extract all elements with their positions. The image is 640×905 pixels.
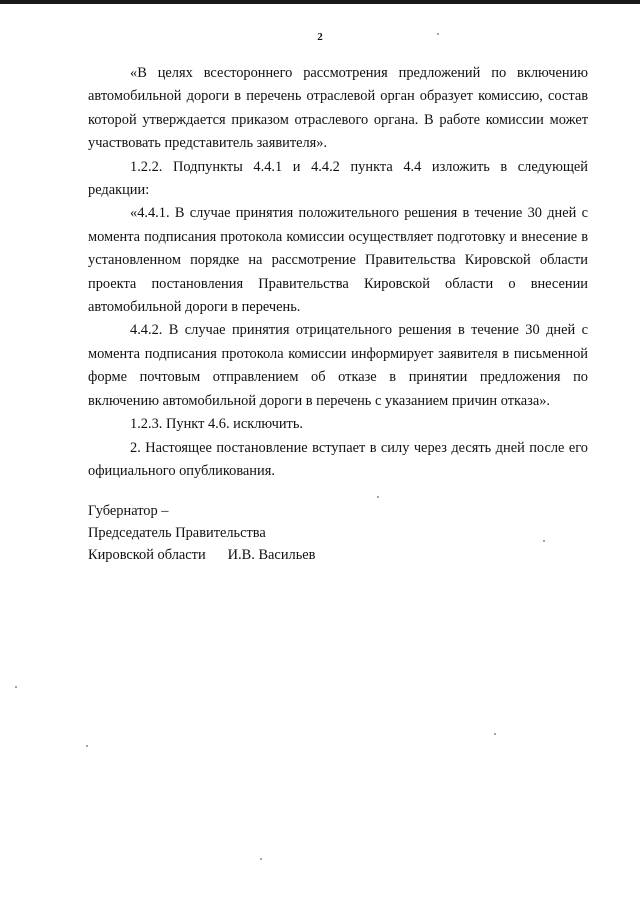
page-number: 2	[317, 31, 323, 43]
scan-speck	[377, 496, 379, 498]
paragraph-commission: «В целях всестороннего рассмотрения предложений по включению автомобильной дороги в перечень отраслевой орган образует комиссию, состав которой утверждается приказом отраслевого органа. В работе комиссии может участвовать представитель заявителя».	[88, 65, 588, 152]
signatory-region: Кировской области	[88, 547, 206, 563]
scan-speck	[437, 33, 439, 35]
paragraph-clause-1-2-3: 1.2.3. Пункт 4.6. исключить.	[130, 416, 303, 433]
signatory-name: И.В. Васильев	[227, 547, 316, 563]
scan-speck	[494, 733, 496, 735]
paragraph-clause-4-4-1: «4.4.1. В случае принятия положительного решения в течение 30 дней с момента подписания протокола комиссии осуществляет подготовку и внесение в установленном порядке на рассмотрение Правительства Кировской области проекта постановления Правительства Кировской области о внесении автомобильной дороги в перечень.	[88, 205, 588, 316]
scan-speck	[260, 858, 262, 860]
top-scan-border	[0, 0, 640, 4]
signatory-title-chairman: Председатель Правительства	[88, 525, 266, 541]
scan-speck	[15, 686, 17, 688]
scan-speck	[543, 540, 545, 542]
signatory-title-governor: Губернатор –	[88, 503, 169, 519]
signatory-region-line	[88, 544, 315, 566]
document-body	[88, 62, 588, 483]
paragraph-clause-1-2-2: 1.2.2. Подпункты 4.4.1 и 4.4.2 пункта 4.4 изложить в следующей редакции:	[88, 158, 588, 199]
scan-speck	[86, 745, 88, 747]
signature-block	[88, 500, 315, 566]
paragraph-clause-4-4-2: 4.4.2. В случае принятия отрицательного решения в течение 30 дней с момента подписания протокола комиссии информирует заявителя в письменной форме почтовым отправлением об отказе в принятии предложения по включению автомобильной дороги в перечень с указанием причин отказа».	[88, 322, 588, 409]
paragraph-effective-date: 2. Настоящее постановление вступает в силу через десять дней после его официального опубликования.	[88, 439, 588, 479]
